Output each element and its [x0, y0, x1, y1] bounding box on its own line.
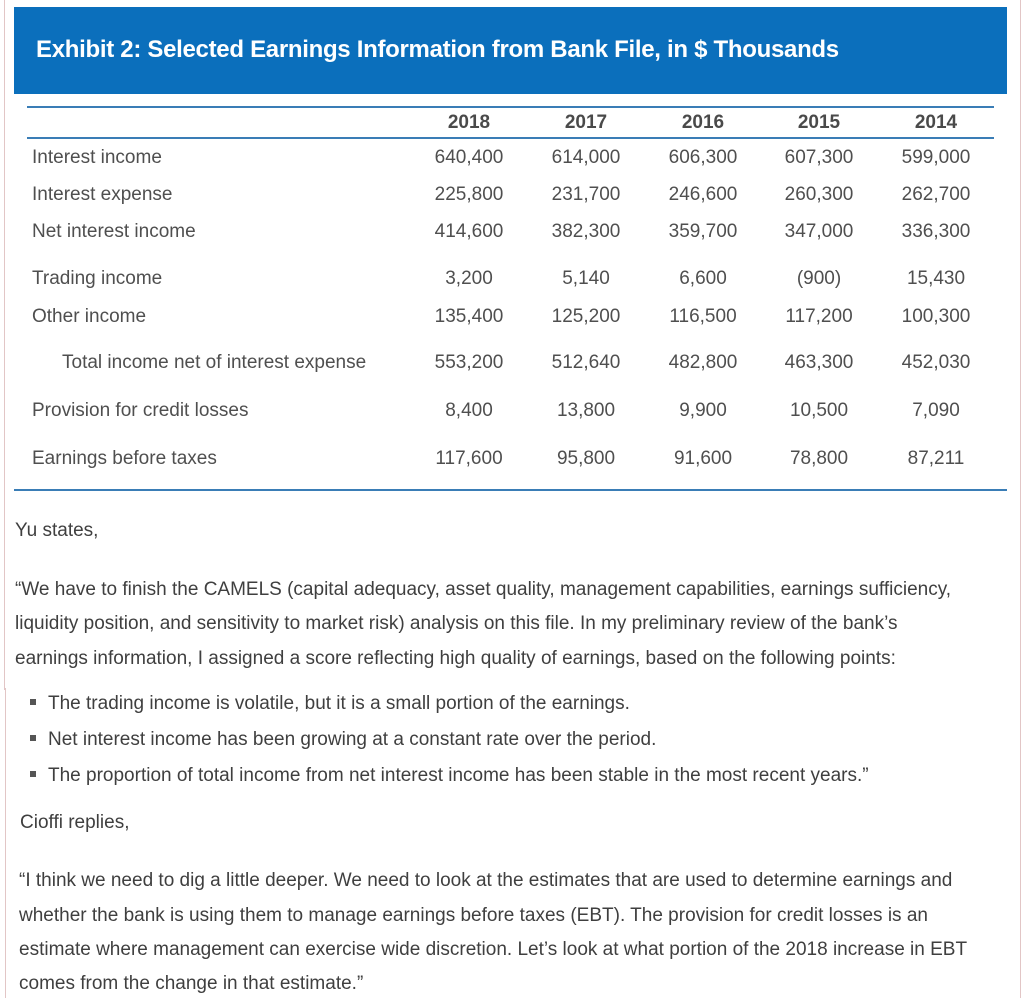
table-cell: 607,300 — [784, 147, 854, 168]
bullet-square-icon — [30, 771, 36, 777]
list-item — [30, 693, 630, 715]
table-cell: 9,900 — [679, 400, 727, 421]
table-cell: 125,200 — [551, 306, 621, 327]
table-cell: 382,300 — [551, 221, 621, 242]
table-cell: 117,600 — [435, 448, 503, 469]
table-cell: 606,300 — [668, 147, 738, 168]
table-cell: 225,800 — [434, 184, 504, 205]
table-cell: 5,140 — [562, 268, 610, 289]
year-header-2014: 2014 — [914, 112, 958, 133]
list-item-text: The proportion of total income from net interest income has been stable in the most recent years.” — [48, 765, 869, 786]
table-cell: 7,090 — [912, 400, 960, 421]
table-cell: 116,500 — [669, 306, 737, 327]
row-label: Other income — [32, 306, 147, 327]
list-item — [30, 729, 656, 751]
cioffi-quote-line: comes from the change in that estimate.” — [19, 973, 364, 994]
year-header-2017: 2017 — [564, 112, 608, 133]
page-border-right — [1020, 0, 1021, 998]
cioffi-quote-line: whether the bank is using them to manage earnings before taxes (EBT). The provision for credit losses is an — [19, 905, 928, 926]
table-cell: 117,200 — [785, 306, 853, 327]
yu-quote-line: earnings information, I assigned a score reflecting high quality of earnings, based on the following points: — [15, 648, 896, 669]
list-item-text: The trading income is volatile, but it is a small portion of the earnings. — [48, 693, 630, 714]
bullet-square-icon — [30, 735, 36, 741]
yu-intro: Yu states, — [15, 520, 99, 541]
exhibit-header — [14, 7, 1007, 94]
table-cell: 10,500 — [789, 400, 849, 421]
table-cell: 91,600 — [673, 448, 733, 469]
table-header-rule — [27, 137, 994, 139]
year-header-2018: 2018 — [447, 112, 491, 133]
cioffi-intro: Cioffi replies, — [20, 812, 130, 833]
table-cell: 463,300 — [784, 352, 854, 373]
table-cell: 482,800 — [668, 352, 738, 373]
table-cell: 336,300 — [901, 221, 971, 242]
table-cell: 347,000 — [784, 221, 854, 242]
table-cell: (900) — [796, 268, 842, 289]
table-cell: 3,200 — [445, 268, 493, 289]
table-cell: 260,300 — [784, 184, 854, 205]
row-label: Interest expense — [32, 184, 173, 205]
table-cell: 95,800 — [556, 448, 616, 469]
year-header-2016: 2016 — [681, 112, 725, 133]
table-cell: 414,600 — [434, 221, 504, 242]
table-cell: 8,400 — [445, 400, 493, 421]
table-cell: 553,200 — [434, 352, 504, 373]
bullet-square-icon — [30, 699, 36, 705]
table-cell: 6,600 — [679, 268, 727, 289]
table-cell: 231,700 — [551, 184, 621, 205]
table-cell: 78,800 — [789, 448, 849, 469]
page-border-left — [4, 0, 5, 690]
table-cell: 359,700 — [668, 221, 738, 242]
table-cell: 262,700 — [901, 184, 971, 205]
table-cell: 246,600 — [668, 184, 738, 205]
year-header-2015: 2015 — [797, 112, 841, 133]
list-item-text: Net interest income has been growing at a constant rate over the period. — [48, 729, 657, 750]
page-border-left-lower — [5, 688, 6, 998]
table-cell: 135,400 — [434, 306, 504, 327]
cioffi-quote-line: estimate where management can exercise wide discretion. Let’s look at what portion of the 2018 increase in EBT — [19, 939, 968, 960]
row-label: Trading income — [32, 268, 163, 289]
table-cell: 15,430 — [906, 268, 966, 289]
row-label: Total income net of interest expense — [62, 352, 367, 373]
yu-quote-line: liquidity position, and sensitivity to market risk) analysis on this file. In my preliminary review of the bank’s — [15, 613, 898, 634]
table-cell: 452,030 — [901, 352, 971, 373]
table-bottom-rule — [14, 489, 1007, 491]
list-item — [30, 765, 869, 787]
table-cell: 614,000 — [551, 147, 621, 168]
row-label: Provision for credit losses — [32, 400, 249, 421]
row-label: Net interest income — [32, 221, 196, 242]
table-cell: 87,211 — [907, 448, 965, 469]
row-label: Interest income — [32, 147, 162, 168]
table-cell: 640,400 — [434, 147, 504, 168]
row-label: Earnings before taxes — [32, 448, 217, 469]
table-cell: 599,000 — [901, 147, 971, 168]
table-top-rule — [27, 106, 994, 108]
table-cell: 512,640 — [551, 352, 621, 373]
table-cell: 13,800 — [556, 400, 616, 421]
table-cell: 100,300 — [901, 306, 971, 327]
cioffi-quote-line: “I think we need to dig a little deeper. We need to look at the estimates that are used to determine earnings and — [19, 870, 953, 891]
exhibit-title: Exhibit 2: Selected Earnings Information from Bank File, in $ Thousands — [36, 36, 839, 63]
yu-quote-line: “We have to finish the CAMELS (capital adequacy, asset quality, management capabilities, earnings sufficiency, — [15, 579, 952, 600]
